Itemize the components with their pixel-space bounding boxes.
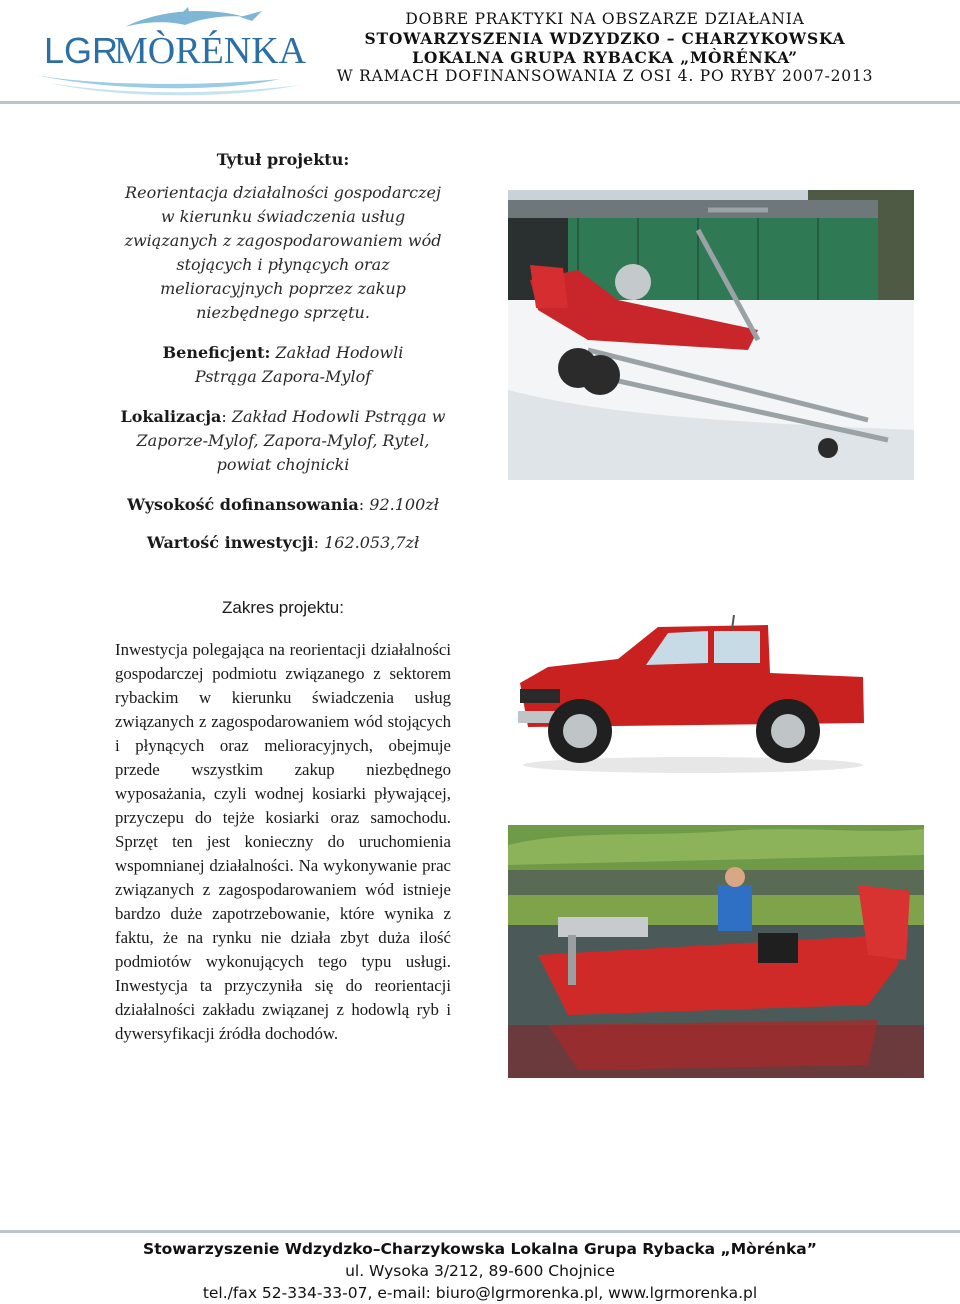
svg-text:LGR: LGR <box>44 30 119 71</box>
project-title-value: Reorientacja działalności gospodarczej w kierunku świadczenia usług związanych z zagospodarowaniem wód stojących i płynących oraz melioracyjnych poprzez zakup niezbędnego sprzętu. <box>124 183 442 322</box>
footer-address: ul. Wysoka 3/212, 89-600 Chojnice <box>345 1262 615 1280</box>
beneficiary-value: Zakład Hodowli Pstrąga Zapora-Mylof <box>194 343 404 386</box>
cofinancing-label: Wysokość dofinansowania <box>127 495 359 514</box>
investment: Wartość inwestycji: 162.053,7zł <box>146 533 420 552</box>
header-divider <box>0 101 960 104</box>
footer-org: Stowarzyszenie Wdzydzko–Charzykowska Lokalna Grupa Rybacka „Mòrénka” <box>143 1240 817 1258</box>
location-value: Zakład Hodowli Pstrąga w Zaporze-Mylof, Zapora-Mylof, Rytel, powiat chojnicki <box>136 407 446 474</box>
scope-heading: Zakres projektu: <box>222 598 344 617</box>
pickup-truck-photo <box>508 615 874 775</box>
location-label: Lokalizacja <box>120 407 222 426</box>
location: Lokalizacja: Zakład Hodowli Pstrąga w Zaporze-Mylof, Zapora-Mylof, Rytel, powiat chojnicki <box>120 407 446 474</box>
footer-divider <box>0 1230 960 1233</box>
footer-contact: tel./fax 52-334-33-07, e-mail: biuro@lgrmorenka.pl, www.lgrmorenka.pl <box>202 1284 758 1302</box>
svg-text:MÒRÉNKA: MÒRÉNKA <box>114 30 307 72</box>
header-text <box>320 10 890 86</box>
mowing-boat-photo <box>508 825 924 1078</box>
footer <box>0 1238 960 1304</box>
header-line-1: DOBRE PRAKTYKI NA OBSZARZE DZIAŁANIA <box>405 10 805 28</box>
header-line-3: LOKALNA GRUPA RYBACKA „MÒRÉNKA” <box>412 48 798 67</box>
scope-text: Inwestycja polegająca na reorientacji działalności gospodarczej podmiotu związanego z sektorem rybackim w kierunku świadczenia usług związanych z zagospodarowaniem wód stojących i płynących oraz melioracyjnych, obejmuje przede wszystkim zakup niezbędnego wyposażania, czyli wodnej kosiarki pływającej, przyczepu do tejże kosiarki oraz samochodu. Sprzęt ten jest konieczny do uruchomienia wspomnianej działalności. Na wykonywanie prac związanych z zagospodarowaniem wód istnieje bardzo duże zapotrzebowanie, które wynika z faktu, że na rynku nie działa zbyt duża ilość podmiotów wykonujących tego typu usługi. Inwestycja ta przyczyniła się do reorientacji działalności zakładu związanej z hodowlą ryb i dywersyfikacji źródła dochodów. <box>115 640 451 1043</box>
project-info <box>115 150 451 555</box>
investment-value: 162.053,7zł <box>324 533 420 552</box>
boat-trailer-photo <box>508 190 914 480</box>
beneficiary <box>115 341 451 389</box>
header-line-2: STOWARZYSZENIA WDZYDZKO – CHARZYKOWSKA <box>364 29 846 48</box>
cofinancing: Wysokość dofinansowania: 92.100zł <box>127 495 439 514</box>
cofinancing-value: 92.100zł <box>369 495 439 514</box>
header-line-4: W RAMACH DOFINANSOWANIA Z OSI 4. PO RYBY 2007-2013 <box>336 67 874 85</box>
project-title-label: Tytuł projektu: <box>216 150 350 169</box>
lgr-morenka-logo <box>30 5 315 97</box>
investment-label: Wartość inwestycji <box>146 533 314 552</box>
beneficiary-label: Beneficjent: <box>162 343 271 362</box>
